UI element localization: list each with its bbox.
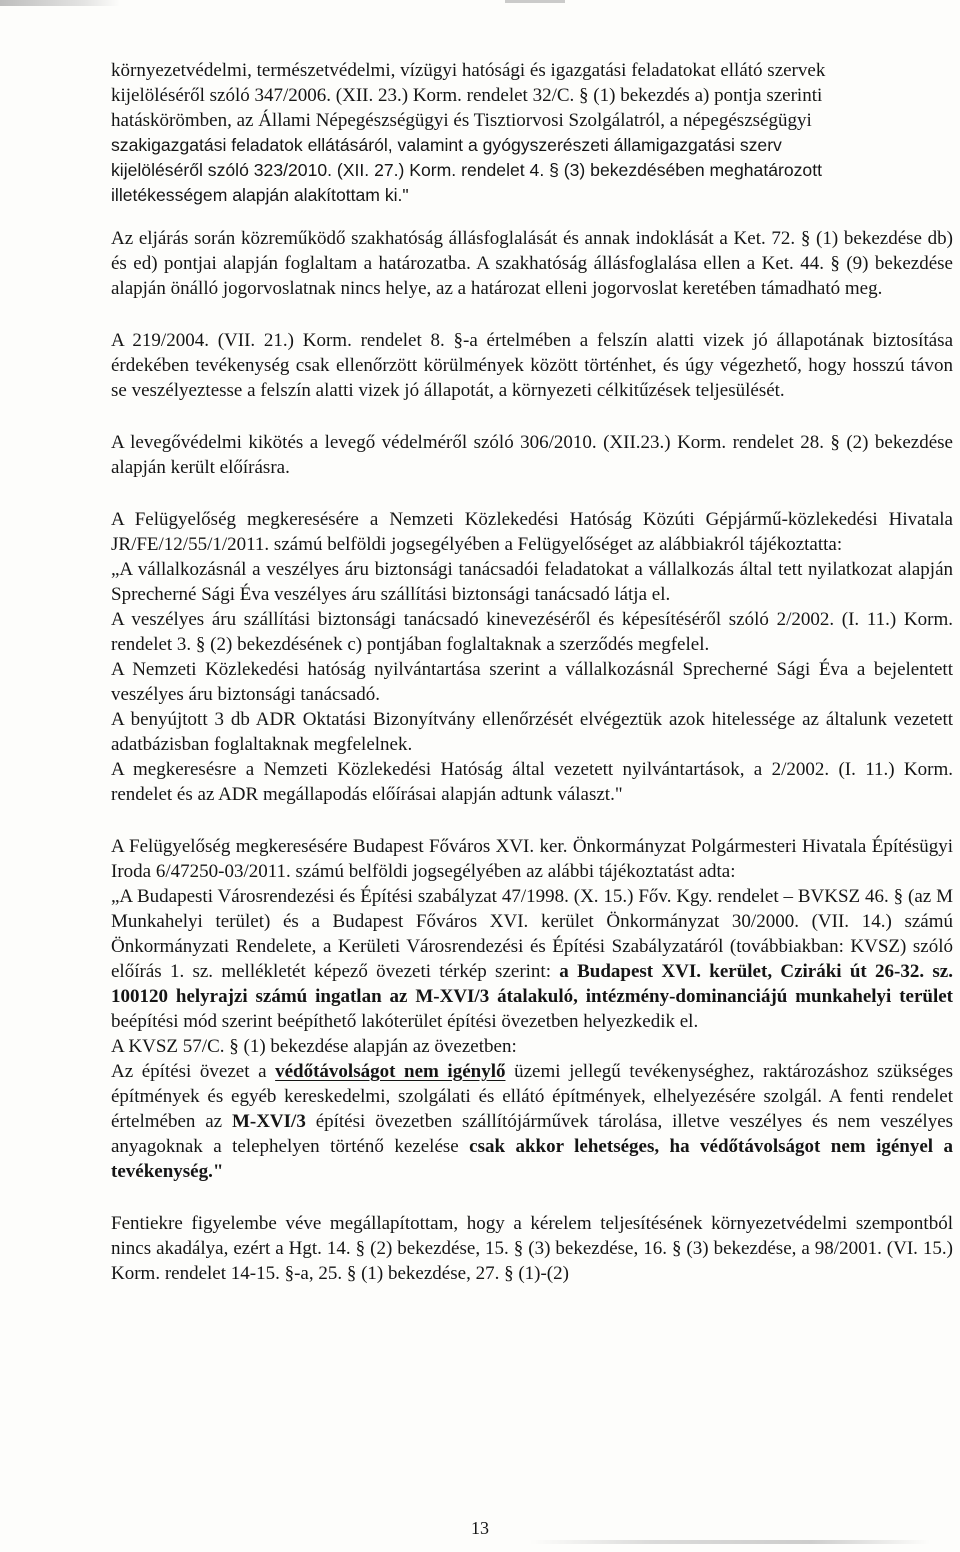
scan-edge-artifact [0, 0, 120, 6]
scan-edge-artifact [505, 0, 565, 3]
text-line: környezetvédelmi, természetvédelmi, vízügyi hatósági és igazgatási feladatokat ellátó szervek [111, 60, 826, 81]
text-line: kijelöléséről szóló 323/2010. (XII. 27.) Korm. rendelet 4. § (3) bekezdésében meghatározott [111, 160, 822, 180]
paragraph-air-protection: A levegővédelmi kikötés a levegő védelméről szóló 306/2010. (XII.23.) Korm. rendelet 28. § (2) bekezdése alapján került előírásra. [111, 432, 953, 478]
quote-transport-authority [111, 557, 953, 807]
quote-text: üzemi jellegű tevékenységhez, raktározáshoz szükséges építmények és egyéb kereskedelmi, szolgálati és ellátó építmények, elhelyezésére szolgál. A fenti rendelet értelmében az [111, 1061, 954, 1132]
quote-zoning [111, 884, 953, 1034]
quote-text: „A Budapesti Városrendezési és Építési szabályzat 47/1998. (X. 15.) Főv. Kgy. rendelet – BVKSZ 46. § (az M Munkahelyi terület) és a Budapest Főváros XVI. kerület Önkormányzat 30/2000. (VII. 14.) számú Önkormányzati Rendelete, a Kerületi Városrendezési és Építési Szabályzatáról (továbbiakban: KVSZ) szóló előírás 1. sz. mellékletét képező övezeti térkép szerint: [111, 886, 953, 982]
text-line: kijelöléséről szóló 347/2006. (XII. 23.) Korm. rendelet 32/C. § (1) bekezdés a) pontja szerinti [111, 85, 823, 106]
paragraph-intro [111, 58, 953, 208]
text-line: illetékességem alapján alakítottam ki." [111, 185, 409, 205]
quote-text: Az építési övezet a [111, 1061, 267, 1082]
quote-line: A Nemzeti Közlekedési hatóság nyilvántartása szerint a vállalkozásnál Sprecherné Sági Éva a bejelentett veszélyes áru biztonsági tanácsadó. [111, 659, 953, 705]
paragraph-conclusion: Fentiekre figyelembe véve megállapítottam, hogy a kérelem teljesítésének környezetvédelmi szempontból nincs akadálya, ezért a Hgt. 14. § (2) bekezdése, 15. § (3) bekezdése, 16. § (3) bekezdése, a 98/2001. (VI. 15.) Korm. rendelet 14-15. §-a, 25. § (1) bekezdése, 27. § (1)-(2) [111, 1213, 953, 1284]
text-line: hatáskörömben, az Állami Népegészségügyi és Tisztiorvosi Szolgálatról, a népegészségügyi [111, 110, 812, 131]
text-line: szakigazgatási feladatok ellátásáról, valamint a gyógyszerészeti államigazgatási szerv [111, 135, 782, 155]
quote-line: A veszélyes áru szállítási biztonsági tanácsadó kinevezéséről és képesítéséről szóló 2/2002. (I. 11.) Korm. rendelet 3. § (2) bekezdésének c) pontjában foglaltaknak a szerződés megfelel. [111, 609, 953, 655]
quote-line: „A vállalkozásnál a veszélyes áru biztonsági tanácsadói feladatokat a vállalkozás által tett nyilatkozat alapján Sprecherné Sági Éva veszélyes áru szállítási biztonsági tanácsadó látja el. [111, 559, 953, 605]
scan-edge-artifact [530, 1540, 930, 1544]
bold-condition: csak akkor lehetséges, ha védőtávolságot nem igényel a tevékenység." [111, 1136, 953, 1182]
bold-property-designation: a Budapest XVI. kerület, Cziráki út 26-32. sz. 100120 helyrajzi számú ingatlan az M-XVI/3 átalakuló, intézmény-dominanciájú munkahelyi terület [111, 961, 953, 1007]
quote-municipality [111, 884, 953, 1184]
document-page [111, 58, 953, 1286]
bold-zone-code: M-XVI/3 [231, 1111, 306, 1132]
paragraph-specialist-authority: Az eljárás során közreműködő szakhatóság állásfoglalását és annak indoklását a Ket. 72. § (1) bekezdése db) és ed) pontjai alapján foglaltam a határozatba. A szakhatóság állásfoglalása ellen a Ket. 44. § (9) bekezdése alapján önálló jogorvoslatnak nincs helye, az a határozat elleni jogorvoslat keretében támadható meg. [111, 228, 953, 299]
quote-line: A KVSZ 57/C. § (1) bekezdése alapján az övezetben: [111, 1036, 517, 1057]
paragraph-municipality-request: A Felügyelőség megkeresésére Budapest Főváros XVI. ker. Önkormányzat Polgármesteri Hivatala Építésügyi Iroda 6/47250-03/2011. számú belföldi jogsegélyében az alábbi tájékoztatást adta: [111, 836, 953, 882]
quote-text: beépítési mód szerint beépíthető lakóterület építési övezetben helyezkedik el. [111, 1011, 699, 1032]
paragraph-groundwater: A 219/2004. (VII. 21.) Korm. rendelet 8. §-a értelmében a felszín alatti vizek jó állapotának biztosítása érdekében tevékenység csak ellenőrzött körülmények között történhet, és úgy végezhető, hogy hosszú távon se veszélyeztesse a felszín alatti vizek jó állapotát, a környezeti célkitűzések teljesülését. [111, 330, 953, 401]
quote-zone-rules [111, 1059, 953, 1184]
quote-line: A benyújtott 3 db ADR Oktatási Bizonyítvány ellenőrzését elvégeztük azok hitelessége az általunk vezetett adatbázisban foglaltaknak megfelelnek. [111, 709, 953, 755]
paragraph-transport-request: A Felügyelőség megkeresésére a Nemzeti Közlekedési Hatóság Közúti Gépjármű-közlekedési Hivatala JR/FE/12/55/1/2011. számú belföldi jogsegélyében a Felügyelőséget az alábbiakról tájékoztatta: [111, 509, 953, 555]
quote-line: A megkeresésre a Nemzeti Közlekedési Hatóság által vezetett nyilvántartások, a 2/2002. (I. 11.) Korm. rendelet és az ADR megállapodás előírásai alapján adtunk választ." [111, 759, 953, 805]
page-number: 13 [471, 1518, 489, 1538]
quote-text: építési övezetben szállítójárművek tárolása, illetve veszélyes és nem veszélyes anyagoknak a telephelyen történő kezelése [111, 1111, 954, 1157]
underlined-bold-term: védőtávolságot nem igénylő [275, 1061, 506, 1082]
